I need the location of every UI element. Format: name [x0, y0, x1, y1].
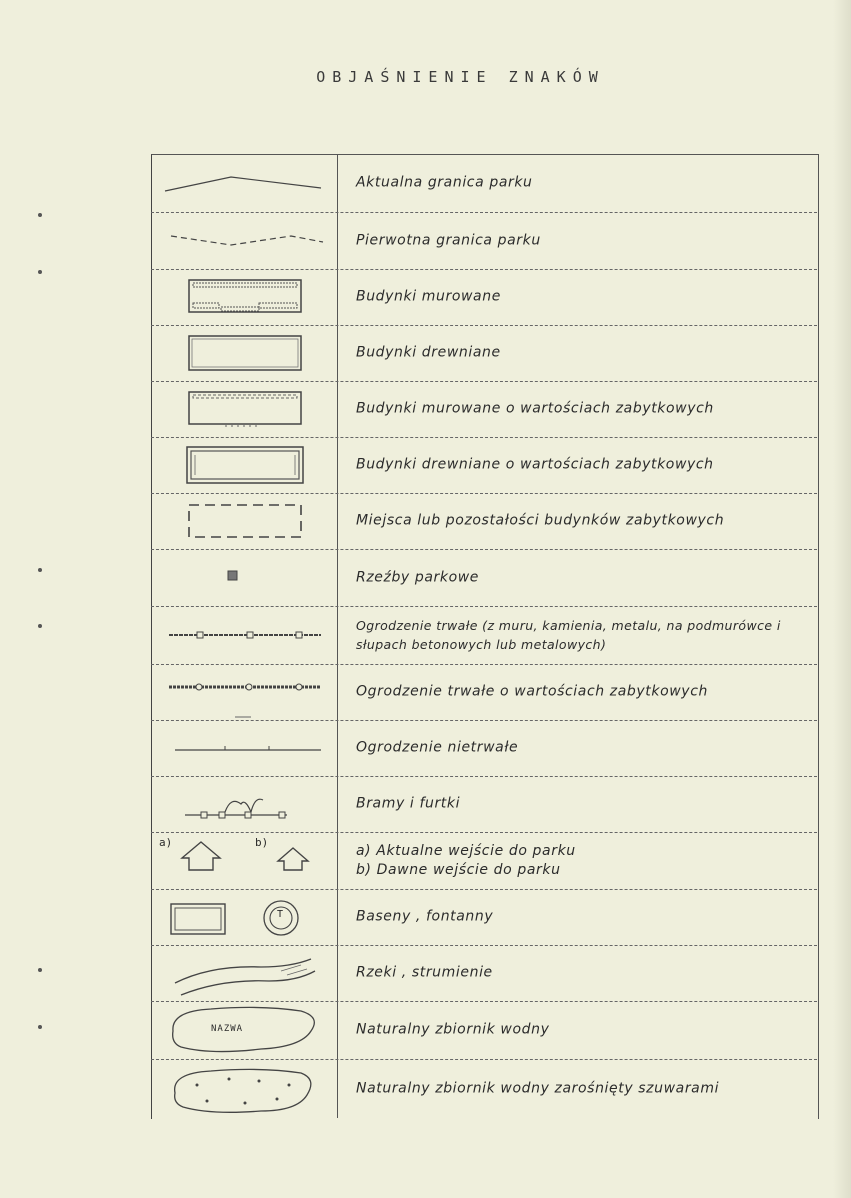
- pools-fountains-symbol: [151, 889, 337, 945]
- permanent-fence-symbol: [151, 606, 337, 664]
- legend-label: Ogrodzenie trwałe (z muru, kamienia, metalu, na podmurówce i słupach betonowych lub metalowych): [356, 618, 781, 652]
- temporary-fence-symbol: [151, 720, 337, 776]
- legend-row: [151, 154, 817, 213]
- legend-row: [151, 606, 817, 665]
- legend-label: Rzeki , strumienie: [356, 964, 493, 981]
- paper-edge: [833, 0, 851, 1198]
- legend-row: [151, 1001, 817, 1060]
- legend-label: Miejsca lub pozostałości budynków zabytkowych: [356, 512, 725, 529]
- legend-row: [151, 493, 817, 550]
- legend-label: Budynki drewniane: [356, 344, 501, 361]
- legend-label: Bramy i furtki: [356, 795, 461, 812]
- legend-label: Naturalny zbiornik wodny: [356, 1021, 550, 1038]
- natural-water-body-symbol: [151, 1001, 337, 1059]
- fountain-marker: T: [277, 909, 284, 920]
- legend-row: [151, 325, 817, 382]
- legend-label: Pierwotna granica parku: [356, 232, 541, 248]
- legend-row: [151, 381, 817, 438]
- water-body-name-placeholder: NAZWA: [211, 1024, 244, 1034]
- historic-wooden-building-symbol: [151, 437, 337, 493]
- legend-row: [151, 776, 817, 833]
- park-entrance-symbol: [151, 832, 337, 889]
- legend-label: Budynki murowane: [356, 288, 501, 305]
- historic-brick-building-symbol: [151, 381, 337, 437]
- page-title: OBJAŚNIENIE ZNAKÓW: [316, 68, 605, 86]
- marker-b: b): [255, 836, 269, 849]
- overgrown-water-body-symbol: [151, 1059, 337, 1118]
- marker-a: a): [159, 836, 173, 849]
- current-park-boundary-symbol: [151, 154, 337, 212]
- legend-row: [151, 945, 817, 1002]
- legend-label: Rzeźby parkowe: [356, 569, 480, 585]
- legend-row: [151, 269, 817, 326]
- legend-label: a) Aktualne wejście do parku b) Dawne wejście do parku: [356, 842, 576, 878]
- legend-row: [151, 720, 817, 777]
- rivers-streams-symbol: [151, 945, 337, 1001]
- legend-row: [151, 832, 817, 890]
- wooden-building-symbol: [151, 325, 337, 381]
- brick-building-symbol: [151, 269, 337, 325]
- former-building-site-symbol: [151, 493, 337, 549]
- legend-label: Naturalny zbiornik wodny zarośnięty szuwarami: [356, 1080, 720, 1096]
- legend-label: Ogrodzenie trwałe o wartościach zabytkowych: [356, 683, 708, 700]
- historic-permanent-fence-symbol: [151, 664, 337, 720]
- legend-label: Ogrodzenie nietrwałe: [356, 739, 519, 756]
- legend-row: [151, 1059, 817, 1118]
- legend-row: [151, 212, 817, 270]
- legend-label: Budynki murowane o wartościach zabytkowych: [356, 400, 714, 417]
- legend-row: [151, 549, 817, 607]
- park-sculpture-symbol: [151, 549, 337, 606]
- legend-label: Aktualna granica parku: [356, 174, 533, 191]
- original-park-boundary-symbol: [151, 212, 337, 269]
- legend-label: Budynki drewniane o wartościach zabytkowych: [356, 456, 714, 473]
- gates-symbol: [151, 776, 337, 832]
- legend-row: [151, 664, 817, 721]
- legend-row: [151, 889, 817, 946]
- legend-row: [151, 437, 817, 494]
- legend-label: Baseny , fontanny: [356, 908, 494, 925]
